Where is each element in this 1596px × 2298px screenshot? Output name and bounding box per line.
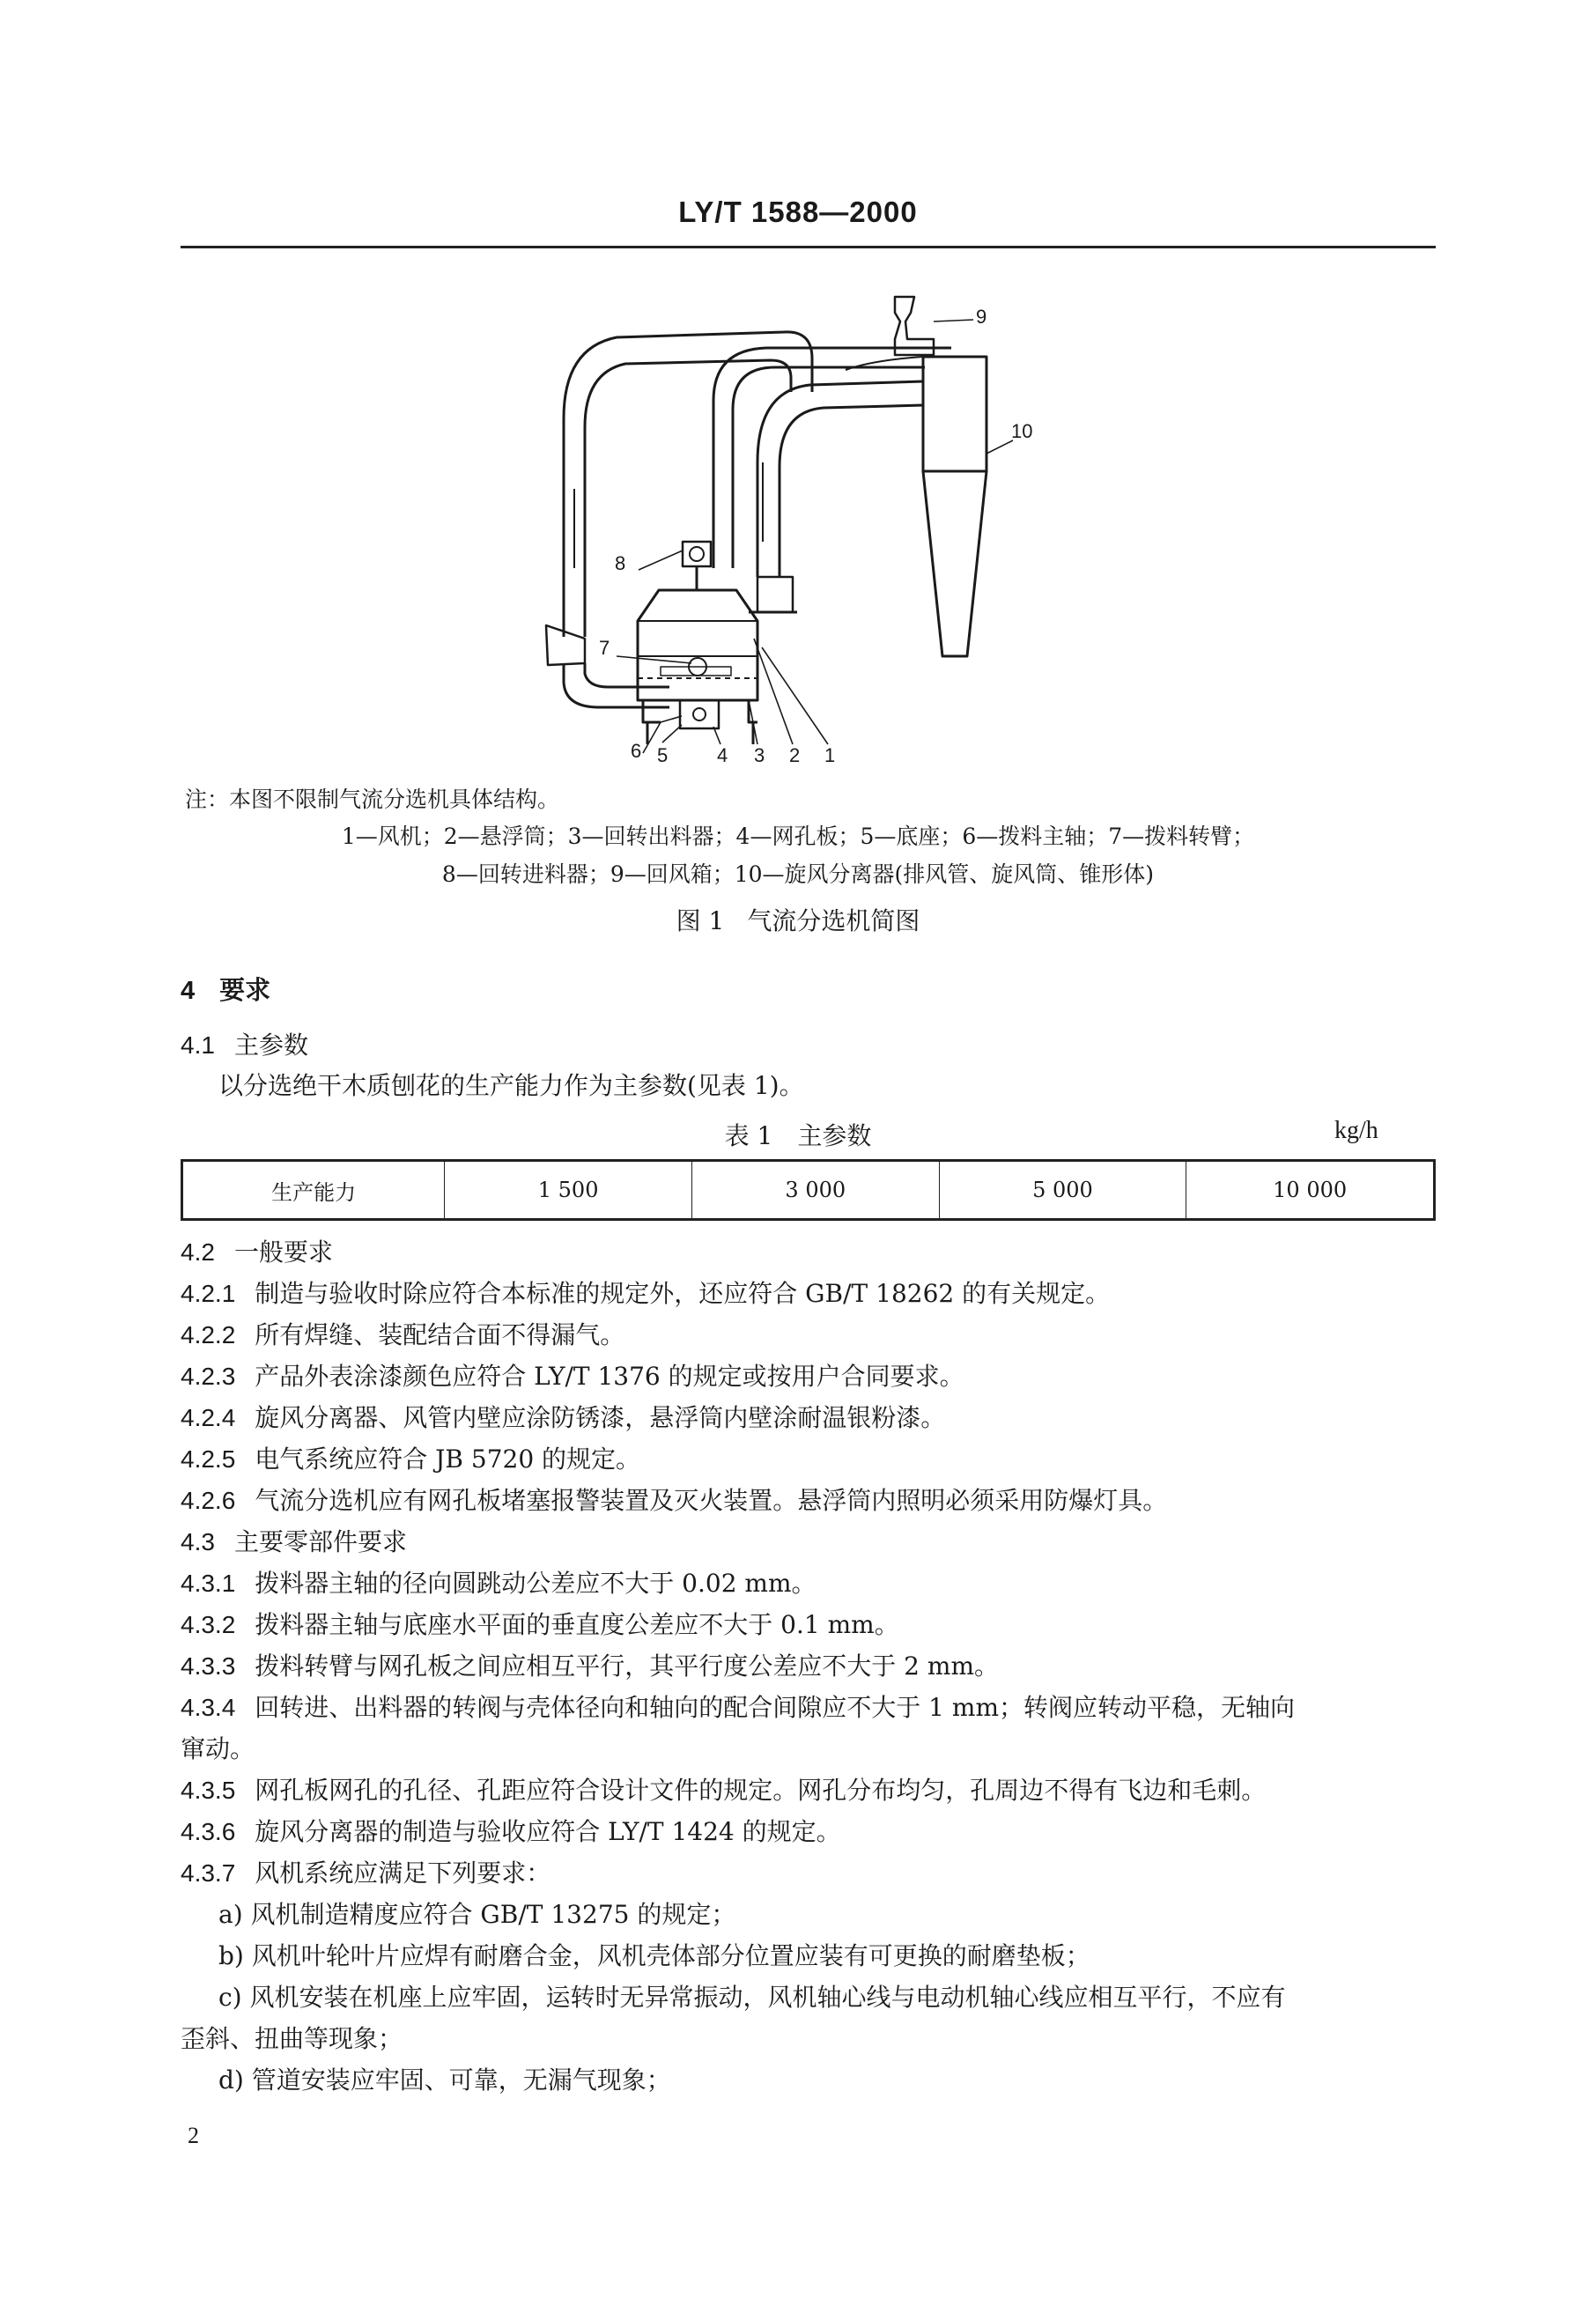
cyclone-cone [923,471,986,656]
main-parameters-table [181,1159,1436,1221]
table-cell: 5 000 [939,1161,1186,1220]
section-4-title: 要求 [219,977,271,1005]
figure-note: 注：本图不限制气流分选机具体结构。 [185,787,560,812]
clause-item: 4.3.4 回转进、出料器的转阀与壳体径向和轴向的配合间隙应不大于 1 mm；转阀应转动平稳，无轴向 [181,1693,1296,1722]
fig-label-2: 2 [789,744,801,766]
figure-legend-line-2: 8—回转进料器；9—回风箱；10—旋风分离器(排风管、旋风筒、锥形体) [441,861,1155,887]
fig-label-6: 6 [631,740,642,762]
fig-label-9: 9 [976,306,987,328]
clause-item: 4.2.1 制造与验收时除应符合本标准的规定外，还应符合 GB/T 18262 的有关规定。 [181,1279,1111,1308]
clause-item-continuation: 窜动。 [181,1734,255,1763]
fig-label-4: 4 [717,744,728,766]
table-row [182,1161,1435,1220]
airflow-separator-diagram [493,286,1110,780]
clause-item: 4.2 一般要求 [181,1238,333,1267]
table-row-label: 生产能力 [182,1161,445,1220]
figure-caption-number: 图 1 [676,906,725,935]
figure-caption-title: 气流分选机简图 [747,906,920,935]
table-cell: 10 000 [1186,1161,1435,1220]
clause-item: 4.2.5 电气系统应符合 JB 5720 的规定。 [181,1445,641,1474]
suspension-cylinder [638,590,757,700]
clause-item: 4.2.2 所有焊缝、装配结合面不得漏气。 [181,1320,625,1349]
header-rule [181,246,1436,248]
fig-label-7: 7 [599,637,610,659]
list-item: a) 风机制造精度应符合 GB/T 13275 的规定； [218,1900,736,1929]
fig-label-1: 1 [824,744,836,766]
clause-item: 4.3.2 拨料器主轴与底座水平面的垂直度公差应不大于 0.1 mm。 [181,1610,899,1639]
fig-label-10: 10 [1011,420,1033,442]
list-item-continuation: 歪斜、扭曲等现象； [181,2024,403,2053]
clause-4-1-number: 4.1 [181,1031,215,1059]
list-item: b) 风机叶轮叶片应焊有耐磨合金，风机壳体部分位置应装有可更换的耐磨垫板； [218,1941,1090,1970]
clause-item: 4.3 主要零部件要求 [181,1527,407,1556]
base-frame [643,700,757,722]
clause-item: 4.3.6 旋风分离器的制造与验收应符合 LY/T 1424 的规定。 [181,1817,841,1846]
table-1-caption-number: 表 1 [724,1121,773,1150]
clause-item: 4.2.6 气流分选机应有网孔板堵塞报警装置及灭火装置。悬浮筒内照明必须采用防爆灯具。 [181,1486,1168,1515]
outlet-box [757,577,793,612]
fig-label-8: 8 [615,552,626,574]
cyclone-body [923,357,986,471]
figure-legend-line-1: 1—风机；2—悬浮筒；3—回转出料器；4—网孔板；5—底座；6—拨料主轴；7—拨料转臂； [341,824,1255,849]
section-4-heading [181,971,270,1007]
table-1-unit: kg/h [1334,1117,1378,1144]
list-item: d) 管道安装应牢固、可靠，无漏气现象； [218,2065,671,2095]
table-cell: 3 000 [691,1161,939,1220]
page-number: 2 [188,2123,199,2148]
return-air-box [895,297,934,355]
fig-label-3: 3 [754,744,765,766]
clause-item: 4.2.4 旋风分离器、风管内壁应涂防锈漆，悬浮筒内壁涂耐温银粉漆。 [181,1403,946,1432]
clause-item: 4.3.1 拨料器主轴的径向圆跳动公差应不大于 0.02 mm。 [181,1569,816,1598]
standard-code-header: LY/T 1588—2000 [678,196,918,228]
rotary-feeder-in [683,542,711,566]
clause-item: 4.2.3 产品外表涂漆颜色应符合 LY/T 1376 的规定或按用户合同要求。 [181,1362,964,1391]
clause-item: 4.3.3 拨料转臂与网孔板之间应相互平行，其平行度公差应不大于 2 mm。 [181,1651,1000,1681]
table-1-caption-title: 主参数 [797,1121,872,1150]
section-4-number: 4 [181,977,196,1005]
clause-4-1-text: 以分选绝干木质刨花的生产能力作为主参数(见表 1)。 [218,1071,804,1100]
fig-label-5: 5 [657,744,669,766]
clause-item: 4.3.5 网孔板网孔的孔径、孔距应符合设计文件的规定。网孔分布均匀，孔周边不得有飞边和毛刺。 [181,1776,1267,1805]
clause-item: 4.3.7 风机系统应满足下列要求： [181,1858,551,1888]
clause-4-1-title: 主参数 [233,1031,308,1060]
riser-bend [757,381,923,577]
inlet-nozzle [546,625,585,665]
table-cell: 1 500 [445,1161,692,1220]
figure-caption [0,902,1596,937]
list-item: c) 风机安装在机座上应牢固，运转时无异常振动，风机轴心线与电动机轴心线应相互平行，不应有 [218,1983,1286,2012]
outlet-rotary-valve [680,700,719,728]
clause-4-1-heading [181,1029,308,1062]
